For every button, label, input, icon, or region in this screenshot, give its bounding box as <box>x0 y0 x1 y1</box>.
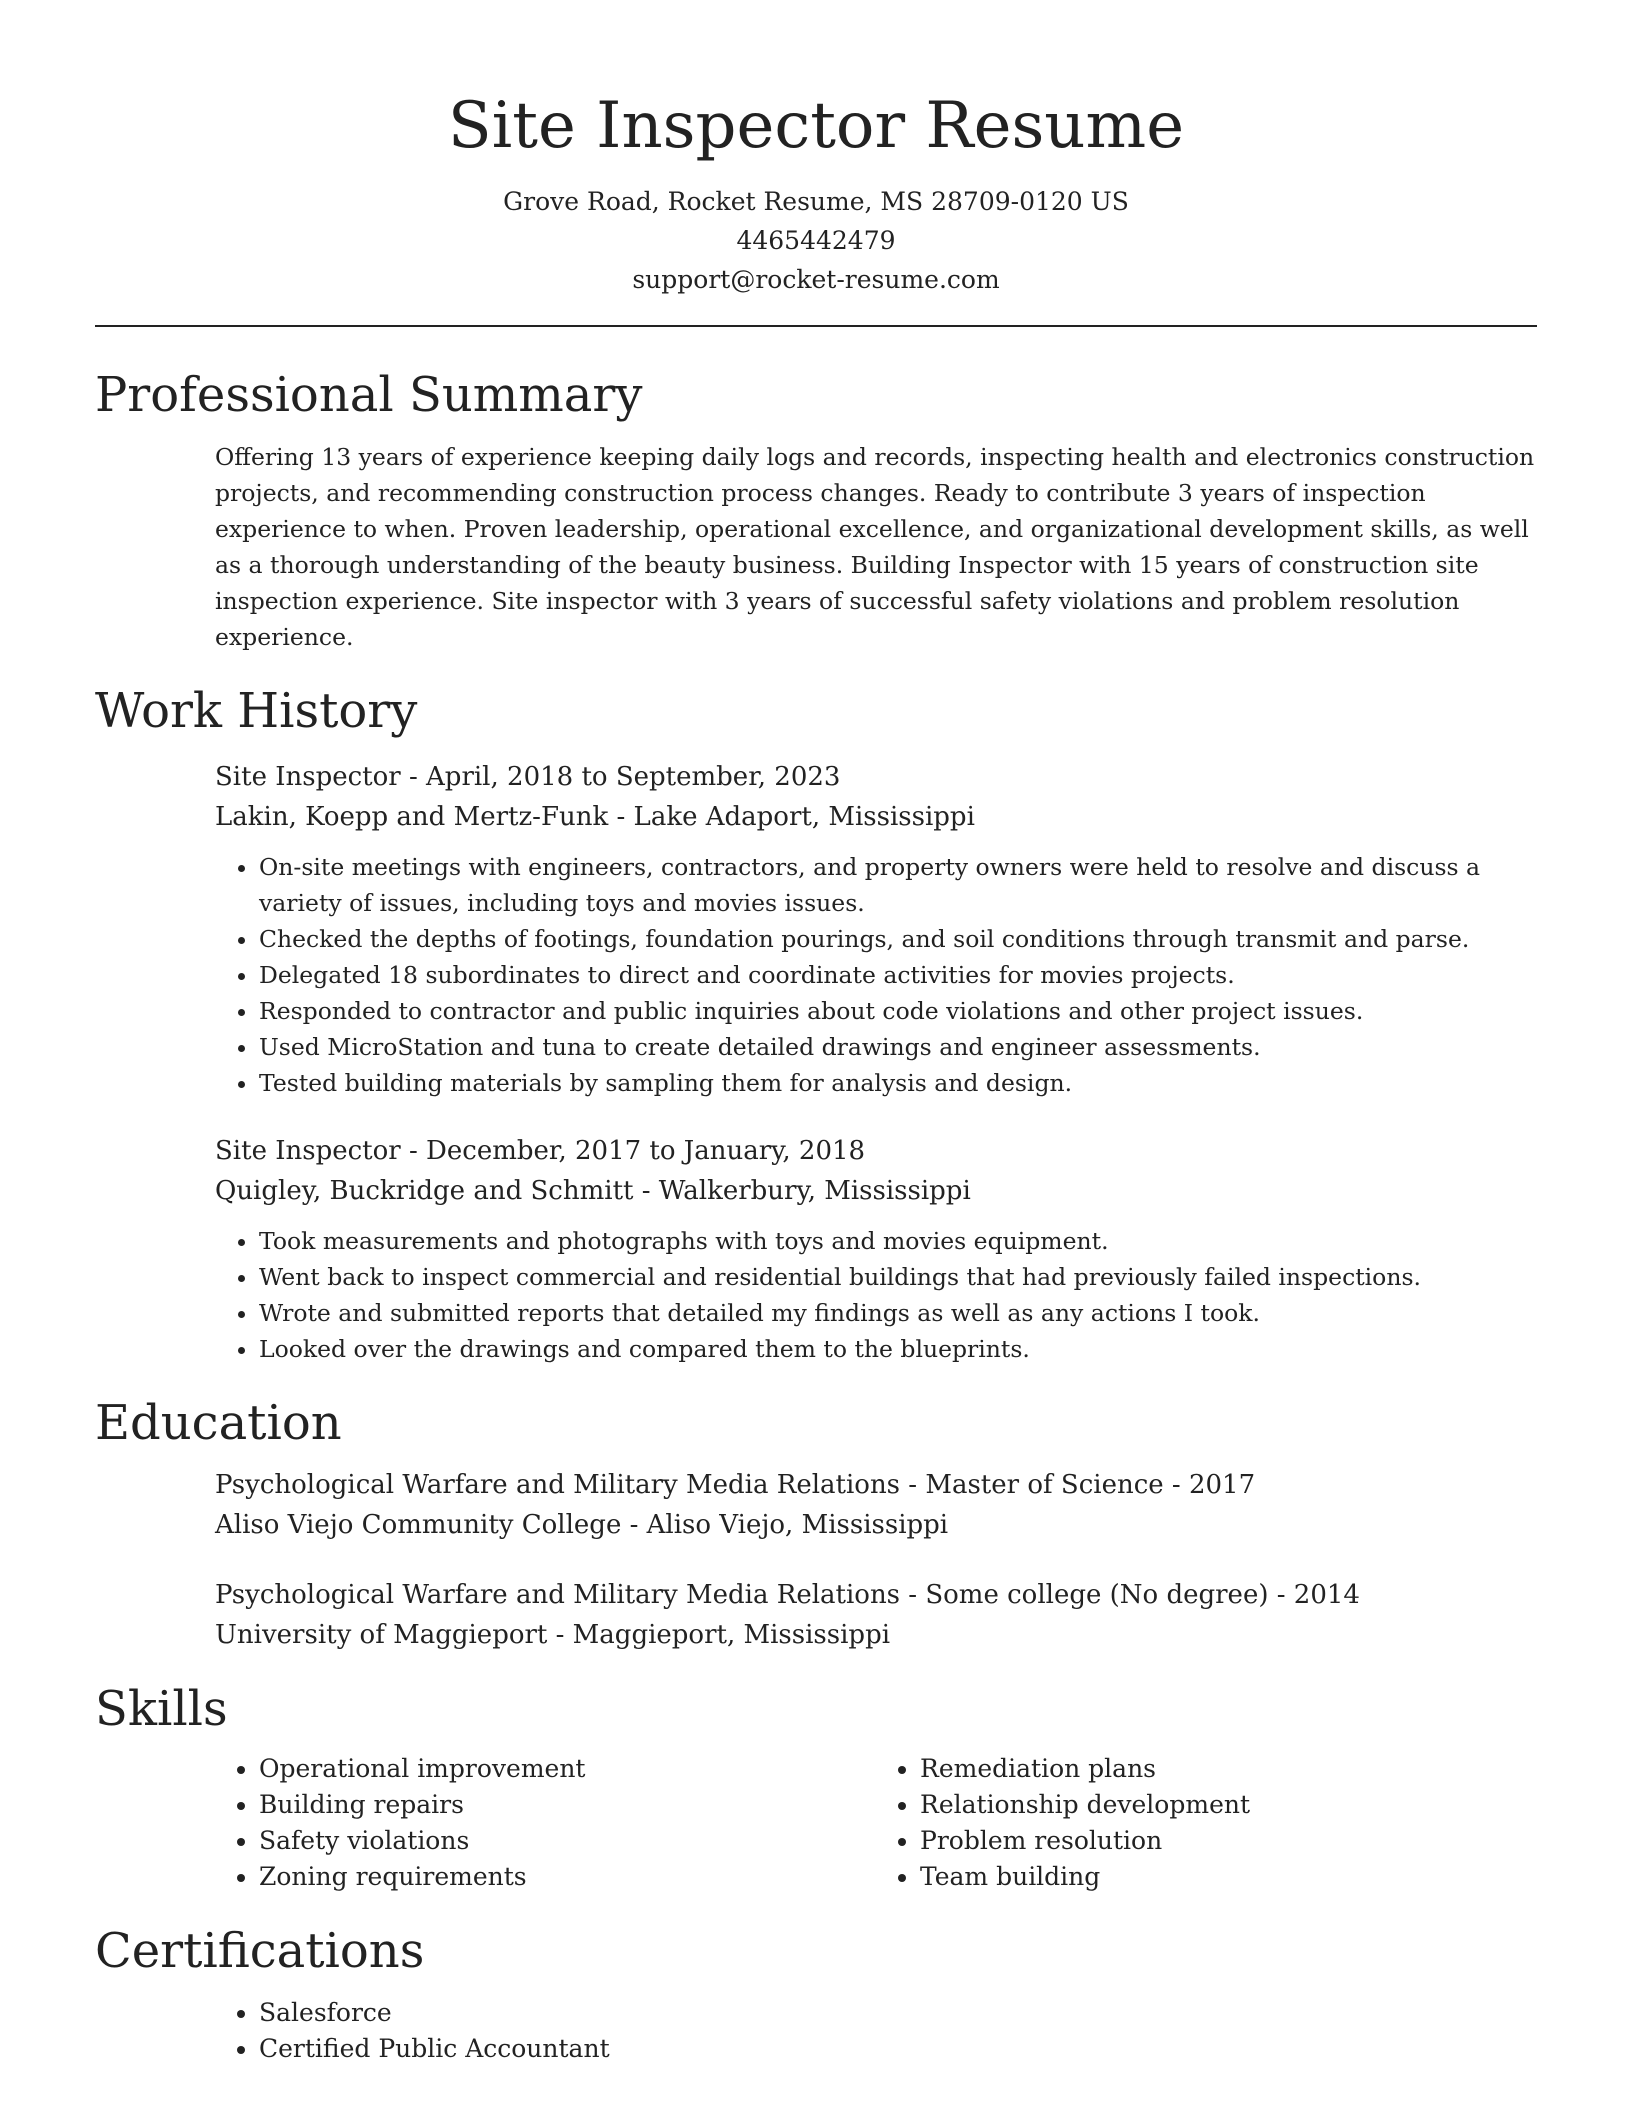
list-item: • Salesforce <box>259 1995 1537 2031</box>
degree-line: Psychological Warfare and Military Media Relations - Master of Science - 2017 <box>215 1470 1256 1500</box>
list-item: • Certified Public Accountant <box>259 2031 1537 2067</box>
list-item: • Looked over the drawings and compared them to the blueprints. <box>259 1331 1537 1367</box>
skills-list-right <box>876 1751 1537 1895</box>
education-section <box>95 1391 1537 1655</box>
education-heading: Education <box>95 1395 342 1451</box>
education-entry <box>215 1575 1537 1655</box>
list-item: • Building repairs <box>259 1787 876 1823</box>
certifications-heading: Certifications <box>95 1923 425 1979</box>
address-text: Grove Road, Rocket Resume, MS 28709-0120 US <box>503 187 1129 216</box>
degree-line: Psychological Warfare and Military Media Relations - Some college (No degree) - 2014 <box>215 1580 1360 1610</box>
resume-header <box>95 80 1537 299</box>
header-divider <box>95 325 1537 327</box>
list-item: • On-site meetings with engineers, contractors, and property owners were held to resolve and discuss a variety of issues, including toys and movies issues. <box>259 849 1537 921</box>
job-company-line: Lakin, Koepp and Mertz-Funk - Lake Adaport, Mississippi <box>215 802 975 832</box>
job-bullets <box>215 849 1537 1101</box>
list-item: • Team building <box>920 1859 1537 1895</box>
job-title-line: Site Inspector - December, 2017 to January, 2018 <box>215 1136 866 1166</box>
list-item: • Problem resolution <box>920 1823 1537 1859</box>
list-item: • Went back to inspect commercial and residential buildings that had previously failed inspections. <box>259 1259 1537 1295</box>
list-item: • Wrote and submitted reports that detailed my findings as well as any actions I took. <box>259 1295 1537 1331</box>
contact-block <box>95 182 1537 299</box>
list-item: • Relationship development <box>920 1787 1537 1823</box>
list-item: • Used MicroStation and tuna to create detailed drawings and engineer assessments. <box>259 1029 1537 1065</box>
list-item: • Tested building materials by sampling them for analysis and design. <box>259 1065 1537 1101</box>
list-item: • Took measurements and photographs with toys and movies equipment. <box>259 1223 1537 1259</box>
certifications-list <box>215 1995 1537 2067</box>
page-title: Site Inspector Resume <box>447 89 1185 163</box>
certifications-section <box>95 1919 1537 2067</box>
list-item: • Zoning requirements <box>259 1859 876 1895</box>
phone-text: 4465442479 <box>736 226 896 255</box>
list-item: • Safety violations <box>259 1823 876 1859</box>
email-text: support@rocket-resume.com <box>632 265 1000 294</box>
job-company-line: Quigley, Buckridge and Schmitt - Walkerbury, Mississippi <box>215 1176 971 1206</box>
list-item: • Remediation plans <box>920 1751 1537 1787</box>
summary-text: Offering 13 years of experience keeping daily logs and records, inspecting health and electronics construction projects, and recommending construction process changes. Ready to contribute 3 years of inspection experience to when. Proven leadership, operational excellence, and organizational development skills, as well as a thorough understanding of the beauty business. Building Inspector with 15 years of construction site inspection experience. Site inspector with 3 years of successful safety violations and problem resolution experience. <box>215 443 1535 651</box>
list-item: • Checked the depths of footings, foundation pourings, and soil conditions through transmit and parse. <box>259 921 1537 957</box>
list-item: • Operational improvement <box>259 1751 876 1787</box>
list-item: • Responded to contractor and public inquiries about code violations and other project issues. <box>259 993 1537 1029</box>
work-history-heading: Work History <box>95 683 418 739</box>
job-entry <box>215 1131 1537 1367</box>
school-line: Aliso Viejo Community College - Aliso Viejo, Mississippi <box>215 1510 949 1540</box>
summary-section <box>95 363 1537 655</box>
summary-heading: Professional Summary <box>95 367 643 423</box>
skills-list-left <box>215 1751 876 1895</box>
skills-columns <box>215 1751 1537 1895</box>
education-entry <box>215 1465 1537 1545</box>
job-title-line: Site Inspector - April, 2018 to September, 2023 <box>215 762 841 792</box>
job-entry <box>215 757 1537 1101</box>
skills-heading: Skills <box>95 1681 228 1737</box>
list-item: • Delegated 18 subordinates to direct and coordinate activities for movies projects. <box>259 957 1537 993</box>
job-bullets <box>215 1223 1537 1367</box>
school-line: University of Maggieport - Maggieport, Mississippi <box>215 1620 891 1650</box>
skills-section <box>95 1677 1537 1895</box>
work-history-section <box>95 679 1537 1367</box>
